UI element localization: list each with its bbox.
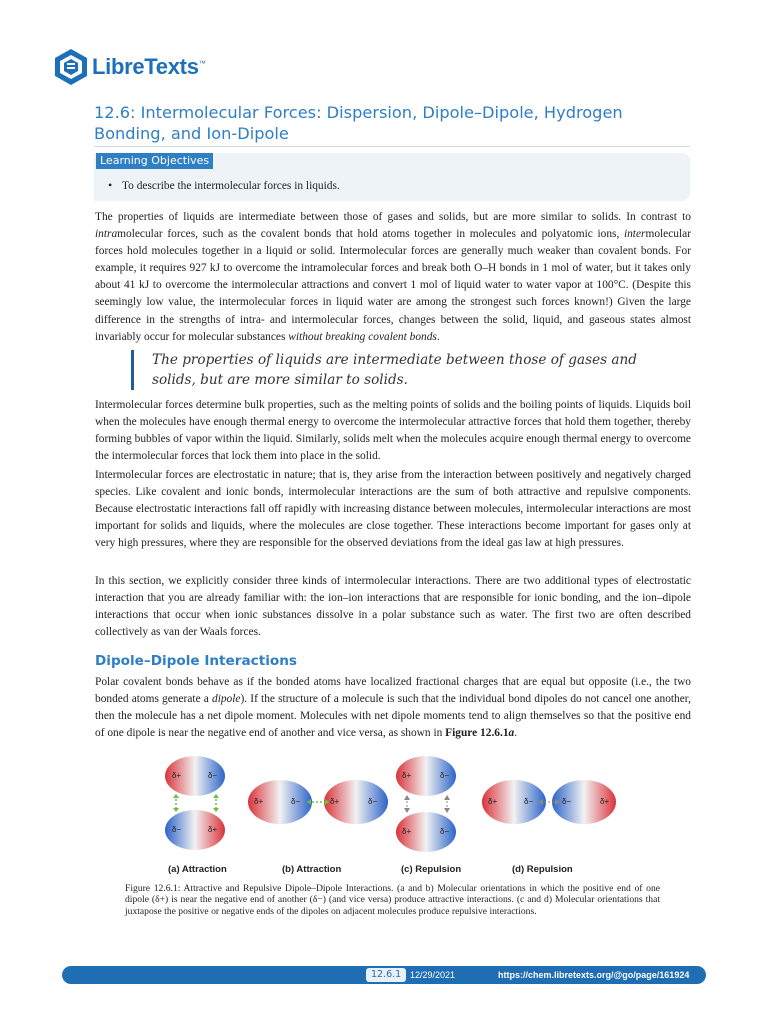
paragraph-electrostatic: Intermolecular forces are electrostatic in nature; that is, they arise from the interaction between positively and negatively charged species. Like covalent and ionic bonds, intermolecular interactions are the sum of both attractive and repulsive components. Because electrostatic interactions fall off rapidly with increasing distance between molecules, intermolecular interactions are most important for solids and liquids, where the molecules are close together. These interactions become important for gases only at very high pressures, where they are responsible for the observed deviations from the ideal gas law at high pressures. bbox=[95, 469, 691, 550]
learning-objectives-label: Learning Objectives bbox=[96, 153, 213, 169]
libretexts-logo-icon bbox=[54, 48, 88, 86]
figure-panel-a bbox=[165, 756, 227, 875]
figure-label-c: (c) Repulsion bbox=[401, 864, 462, 875]
delta-label: δ+ bbox=[254, 797, 264, 806]
figure-caption: Figure 12.6.1: Attractive and Repulsive Dipole–Dipole Interactions. (a and b) Molecular orientations in which the positive end of one dipole (δ+) is near the negative end of another (δ−) (and vice versa) produce attractive interactions. (c and d) Molecular orientations that juxtapose the positive or negative ends of the dipoles on adjacent molecules produce repulsive interactions. bbox=[125, 883, 660, 917]
learning-objective-text: To describe the intermolecular forces in liquids. bbox=[122, 180, 340, 192]
delta-label: δ+ bbox=[600, 797, 610, 806]
delta-label: δ+ bbox=[172, 771, 182, 780]
delta-label: δ+ bbox=[402, 771, 412, 780]
title-divider bbox=[94, 146, 690, 147]
footer-permalink-link[interactable]: https://chem.libretexts.org/@go/page/161924 bbox=[498, 970, 690, 980]
figure-panel-d bbox=[482, 780, 616, 875]
delta-label: δ− bbox=[440, 827, 450, 836]
delta-label: δ+ bbox=[330, 797, 340, 806]
pull-quote: The properties of liquids are intermediate between those of gases and solids, but are more similar to solids. bbox=[131, 350, 641, 390]
delta-label: δ− bbox=[368, 797, 378, 806]
paragraph-bulk-properties: Intermolecular forces determine bulk properties, such as the melting points of solids and the boiling points of liquids. Liquids boil when the molecules have enough thermal energy to overcome the intermolecular attractive forces that hold them together, thereby forming bubbles of vapor within the liquid. Similarly, solids melt when the molecules acquire enough thermal energy to overcome the intermolecular forces that lock them into place in the solid. bbox=[95, 399, 691, 463]
delta-label: δ− bbox=[291, 797, 301, 806]
delta-label: δ− bbox=[208, 771, 218, 780]
paragraph-dipole-dipole: Polar covalent bonds behave as if the bonded atoms have localized fractional charges that are equal but opposite (i.e., the two bonded atoms generate a dipole). If the structure of a molecule is such that the individual bond dipoles do not cancel one another, then the molecule has a net dipole moment. Molecules with net dipole moments tend to align themselves so that the positive end of one dipole is near the negative end of another and vice versa, as shown in Figure 12.6.1a. bbox=[95, 676, 691, 740]
footer-page-number: 12.6.1 bbox=[366, 968, 406, 982]
figure-label-d: (d) Repulsion bbox=[512, 864, 573, 875]
delta-label: δ− bbox=[524, 797, 534, 806]
figure-panel-c bbox=[396, 756, 461, 875]
bullet-icon: • bbox=[108, 178, 113, 192]
figure-label-a: (a) Attraction bbox=[168, 864, 227, 875]
learning-objective-item bbox=[108, 178, 340, 193]
libretexts-logo[interactable] bbox=[54, 46, 205, 88]
footer-date: 12/29/2021 bbox=[410, 970, 456, 980]
page-title: 12.6: Intermolecular Forces: Dispersion, Dipole–Dipole, Hydrogen Bonding, and Ion-Dipole bbox=[94, 103, 623, 143]
logo-wordmark: LibreTexts™ bbox=[92, 54, 206, 79]
delta-label: δ− bbox=[172, 825, 182, 834]
paragraph-intro: The properties of liquids are intermediate between those of gases and solids, but are more similar to solids. In contrast to intramolecular forces, such as the covalent bonds that hold atoms together in molecules and polyatomic ions, intermolecular forces hold molecules together in a liquid or solid. Intermolecular forces are generally much weaker than covalent bonds. For example, it requires 927 kJ to overcome the intramolecular forces and break both O–H bonds in 1 mol of water, but it takes only about 41 kJ to overcome the intermolecular attractions and convert 1 mol of liquid water to water vapor at 100°C. (Despite this seemingly low value, the intermolecular forces in liquid water are among the strongest such forces known!) Given the large difference in the strengths of intra- and intermolecular forces, changes between the solid, liquid, and gaseous states almost invariably occur for molecular substances without breaking covalent bonds. bbox=[95, 211, 691, 343]
delta-label: δ+ bbox=[488, 797, 498, 806]
delta-label: δ− bbox=[440, 771, 450, 780]
delta-label: δ+ bbox=[208, 825, 218, 834]
footer-permalink[interactable] bbox=[498, 968, 689, 982]
figure-dipole-interactions bbox=[160, 752, 620, 878]
paragraph-section-intro: In this section, we explicitly consider three kinds of intermolecular interactions. There are two additional types of electrostatic interaction that you are already familiar with: the ion–ion interactions that are responsible for ionic bonding, and the ion–dipole interactions that occur when ionic substances dissolve in a polar substance such as water. The first two are often described collectively as van der Waals forces. bbox=[95, 575, 691, 639]
section-heading-dipole-dipole: Dipole–Dipole Interactions bbox=[95, 653, 297, 669]
figure-label-b: (b) Attraction bbox=[282, 864, 342, 875]
figure-dipole-svg bbox=[160, 752, 620, 878]
figure-panel-b bbox=[248, 780, 388, 875]
delta-label: δ− bbox=[562, 797, 572, 806]
delta-label: δ+ bbox=[402, 827, 412, 836]
